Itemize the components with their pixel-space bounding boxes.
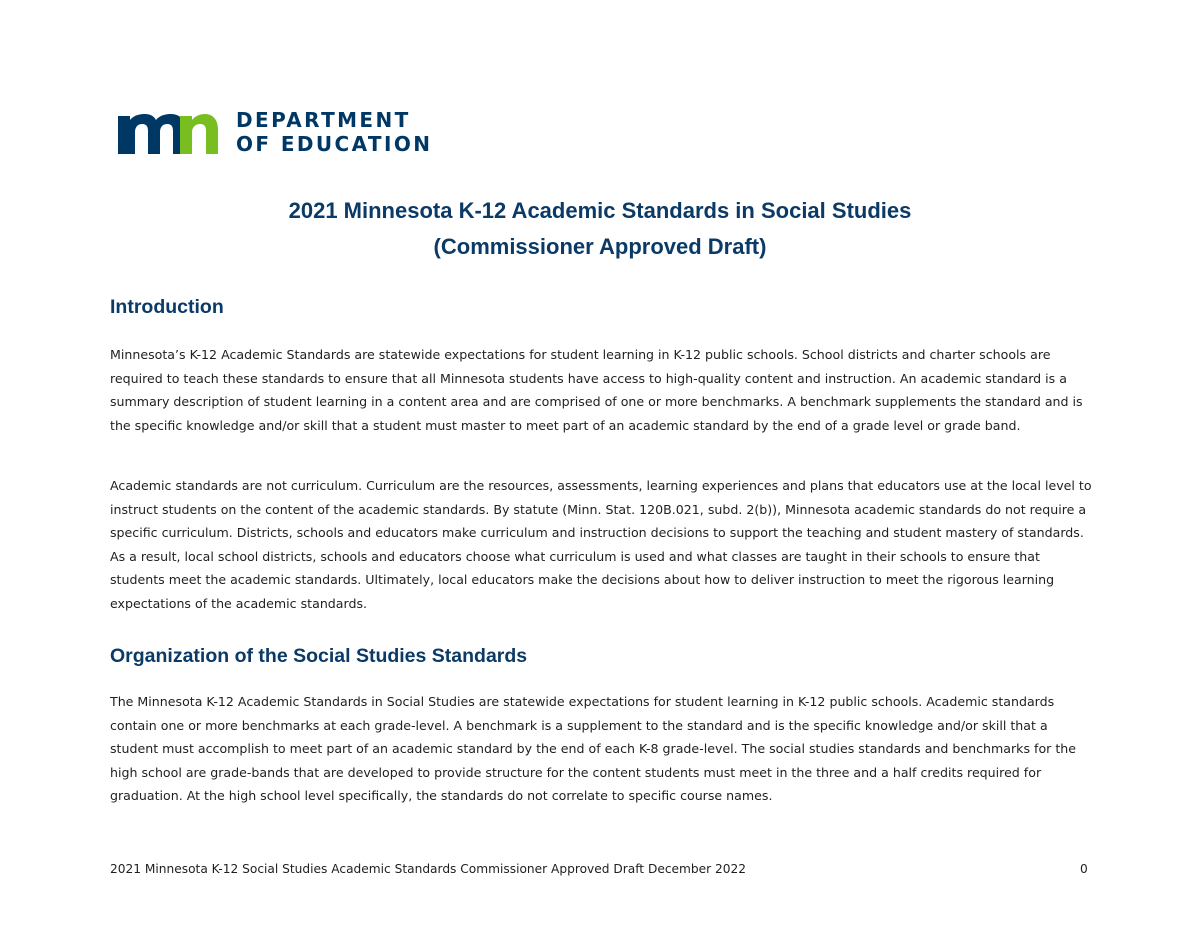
organization-paragraph-1: The Minnesota K-12 Academic Standards in Social Studies are statewide expectations for student learning in K-12 public schools. Academic standards contain one or more benchmarks at each grade-level. A benchmark is a supplement to the standard and is the specific knowledge and/or skill that a student must accomplish to meet part of an academic standard by the end of each K-8 grade-level. The social studies standards and benchmarks for the high school are grade-bands that are developed to provide structure for the content students must meet in the three and a half credits required for graduation. At the high school level specifically, the standards do not correlate to specific course names. <box>110 694 1077 803</box>
intro-paragraph-1: Minnesota’s K-12 Academic Standards are statewide expectations for student learning in K-12 public schools. School districts and charter schools are required to teach these standards to ensure that all Minnesota students have access to high-quality content and instruction. An academic standard is a summary description of student learning in a content area and are comprised of one or more benchmarks. A benchmark supplements the standard and is the specific knowledge and/or skill that a student must master to meet part of an academic standard by the end of a grade level or grade band. <box>110 347 1083 433</box>
document-title: 2021 Minnesota K-12 Academic Standards in Social Studies <box>288 198 912 223</box>
section-heading-introduction: Introduction <box>110 296 224 318</box>
document-subtitle: (Commissioner Approved Draft) <box>433 234 767 259</box>
logo-line-2: OF EDUCATION <box>236 132 433 156</box>
page-number: 0 <box>1080 862 1088 876</box>
mn-logo-icon <box>118 110 218 154</box>
logo-line-1: DEPARTMENT <box>236 108 411 132</box>
page-footer: 2021 Minnesota K-12 Social Studies Academic Standards Commissioner Approved Draft December 2022 <box>110 862 747 876</box>
department-of-education-logo <box>118 108 432 156</box>
section-heading-organization: Organization of the Social Studies Standards <box>110 645 528 667</box>
intro-paragraph-2: Academic standards are not curriculum. Curriculum are the resources, assessments, learning experiences and plans that educators use at the local level to instruct students on the content of the academic standards. By statute (Minn. Stat. 120B.021, subd. 2(b)), Minnesota academic standards do not require a specific curriculum. Districts, schools and educators make curriculum and instruction decisions to support the teaching and student mastery of standards. As a result, local school districts, schools and educators choose what curriculum is used and what classes are taught in their schools to ensure that students meet the academic standards. Ultimately, local educators make the decisions about how to deliver instruction to meet the rigorous learning expectations of the academic standards. <box>110 478 1092 611</box>
